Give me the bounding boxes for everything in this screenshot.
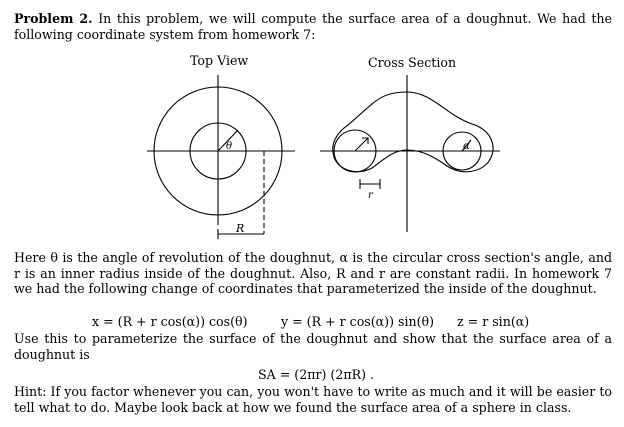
hint-paragraph: Hint: If you factor whenever you can, you won't have to write as much and it will be easier to tell what to do. Maybe look back at how we found the surface area of a sphere in class. (14, 384, 612, 415)
equation-z: z = r sin(α) (457, 314, 530, 329)
surface-area-formula: SA = (2πr) (2πR) . (258, 367, 375, 382)
top-view-figure (147, 75, 295, 239)
r-label: r (368, 190, 373, 201)
top-view-title: Top View (190, 53, 249, 68)
r-arrow-line (355, 138, 368, 151)
instruction-paragraph: Use this to parameterize the surface of the doughnut and show that the surface area of a doughnut is (14, 331, 612, 362)
radius-label: R (236, 222, 245, 235)
problem-intro-text: In this problem, we will compute the surface area of a doughnut. We had the following coordinate system from homework 7: (14, 11, 612, 42)
equation-x: x = (R + r cos(α)) cos(θ) (92, 314, 248, 329)
cross-section-outline (333, 92, 493, 172)
equation-y: y = (R + r cos(α)) sin(θ) (281, 314, 435, 329)
theta-label: θ (226, 141, 233, 152)
cross-section-figure (320, 75, 500, 232)
alpha-label: α (463, 141, 470, 152)
description-paragraph: Here θ is the angle of revolution of the doughnut, α is the circular cross section's angle, and r is an inner radius inside of the doughnut. Also, R and r are constant radii. In homework 7 we had the following change of coordinates that parameterized the inside of the doughnut. (14, 250, 612, 296)
cross-section-title: Cross Section (368, 55, 457, 70)
problem-label: Problem 2. (14, 11, 93, 26)
